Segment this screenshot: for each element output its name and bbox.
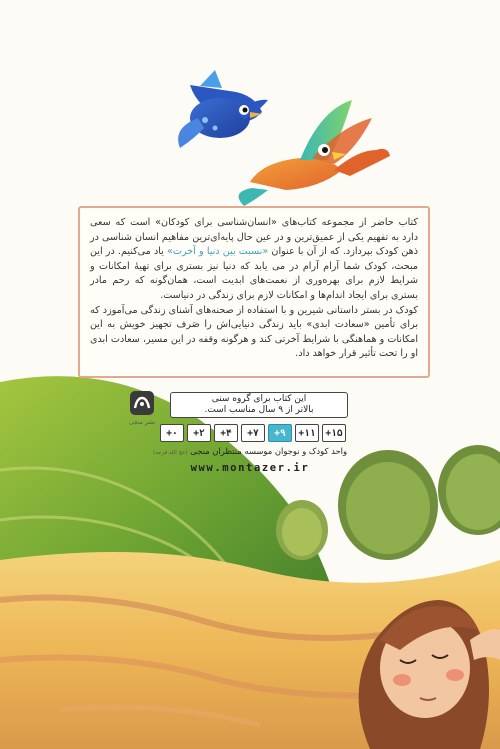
description-box <box>78 206 430 378</box>
age-cell: +۱۱ <box>295 424 319 442</box>
age-cell: +۷ <box>241 424 265 442</box>
description-text: یاد می‌کنیم. در این مبحث، کودک شما آرام آرام در می یابد که دنیا نیز بستری برای تهیهٔ امکانات و شرایط لازم برای بهره‌وری از نعمت‌های ابدیت است، همان‌گونه که رحم مادر بستری برای ایجاد اندام‌ها و امکانات لازم برای زندگی در دنیاست. <box>90 246 418 301</box>
publisher-note: (عج الله فرجه) <box>152 450 188 456</box>
age-group-note <box>170 392 348 418</box>
publisher-name: واحد کودک و نوجوان موسسه منتظران منجی <box>190 446 348 456</box>
age-group-scale <box>160 424 346 442</box>
age-cell: +۴ <box>214 424 238 442</box>
orange-bird <box>239 100 390 206</box>
logo-label: نشر منجی <box>128 419 156 426</box>
age-cell: +۰ <box>160 424 184 442</box>
website-url: www.montazer.ir <box>190 462 310 474</box>
age-note-line-1: این کتاب برای گروه سنی <box>211 394 307 404</box>
age-cell: +۹ <box>268 424 292 442</box>
description-text: کتاب حاضر از مجموعه کتاب‌های «انسان‌شناسی برای کودکان» است که سعی دارد به تفهیم یکی از عمیق‌ترین و در عین حال پایه‌ای‌ترین مفاهیم انسان شناسی در ذهن کودک بپردازد. که از آن با عنوان <box>90 217 418 258</box>
age-cell: +۱۵ <box>322 424 346 442</box>
description-paragraph-2: کودک در بستر داستانی شیرین و با استفاده از صحنه‌های آشنای زندگی می‌آموزد که برای تأمین «سعادت ابدی» باید زندگی دنیایی‌اش را صَرف تجهیز خویش به این امکانات و هماهنگی با شرایط آخرتی کند و هرگونه وقفه در این مسیر، سعادت ابدی او را تحت تأثیر قرار خواهد داد. <box>89 304 418 360</box>
logo-icon <box>129 390 155 416</box>
description-paragraph-1 <box>90 216 418 304</box>
publisher-line <box>150 446 350 456</box>
age-cell: +۲ <box>187 424 211 442</box>
blue-bird <box>178 70 268 148</box>
publisher-logo <box>128 390 156 440</box>
highlighted-title: «نسبت بین دنیا و آخرت» <box>167 246 269 258</box>
age-note-line-2: بالاتر از ۹ سال مناسب است. <box>204 405 314 415</box>
